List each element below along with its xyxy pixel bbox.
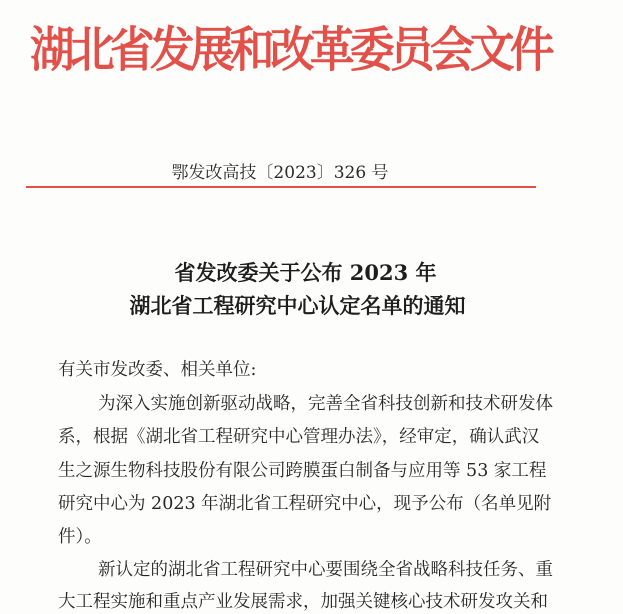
document-number: 鄂发改高技〔2023〕326 号 [171,163,389,183]
paragraph-line: 新认定的湖北省工程研究中心要围绕全省战略科技任务、重 [98,560,553,580]
paragraph-line: 大工程实施和重点产业发展需求，加强关键核心技术研发攻关和 [58,592,548,612]
salutation: 有关市发改委、相关单位: [58,360,257,380]
paragraph-line: 系，根据《湖北省工程研究中心管理办法》，经审定，确认武汉 [58,427,540,447]
document-header-title: 湖北省发展和改革委员会文件 [30,22,550,78]
notice-title-line-2: 湖北省工程研究中心认定名单的通知 [129,293,466,318]
paragraph-line: 生之源生物科技股份有限公司跨膜蛋白制备与应用等 53 家工程 [58,461,547,481]
paragraph-line: 为深入实施创新驱动战略，完善全省科技创新和技术研发体 [98,394,553,414]
header-divider [26,186,536,188]
notice-title-line-1: 省发改委关于公布 2023 年 [174,260,437,285]
paragraph-line: 研究中心为 2023 年湖北省工程研究中心，现予公布（名单见附 [58,494,552,514]
paragraph-line: 件）。 [58,527,102,547]
